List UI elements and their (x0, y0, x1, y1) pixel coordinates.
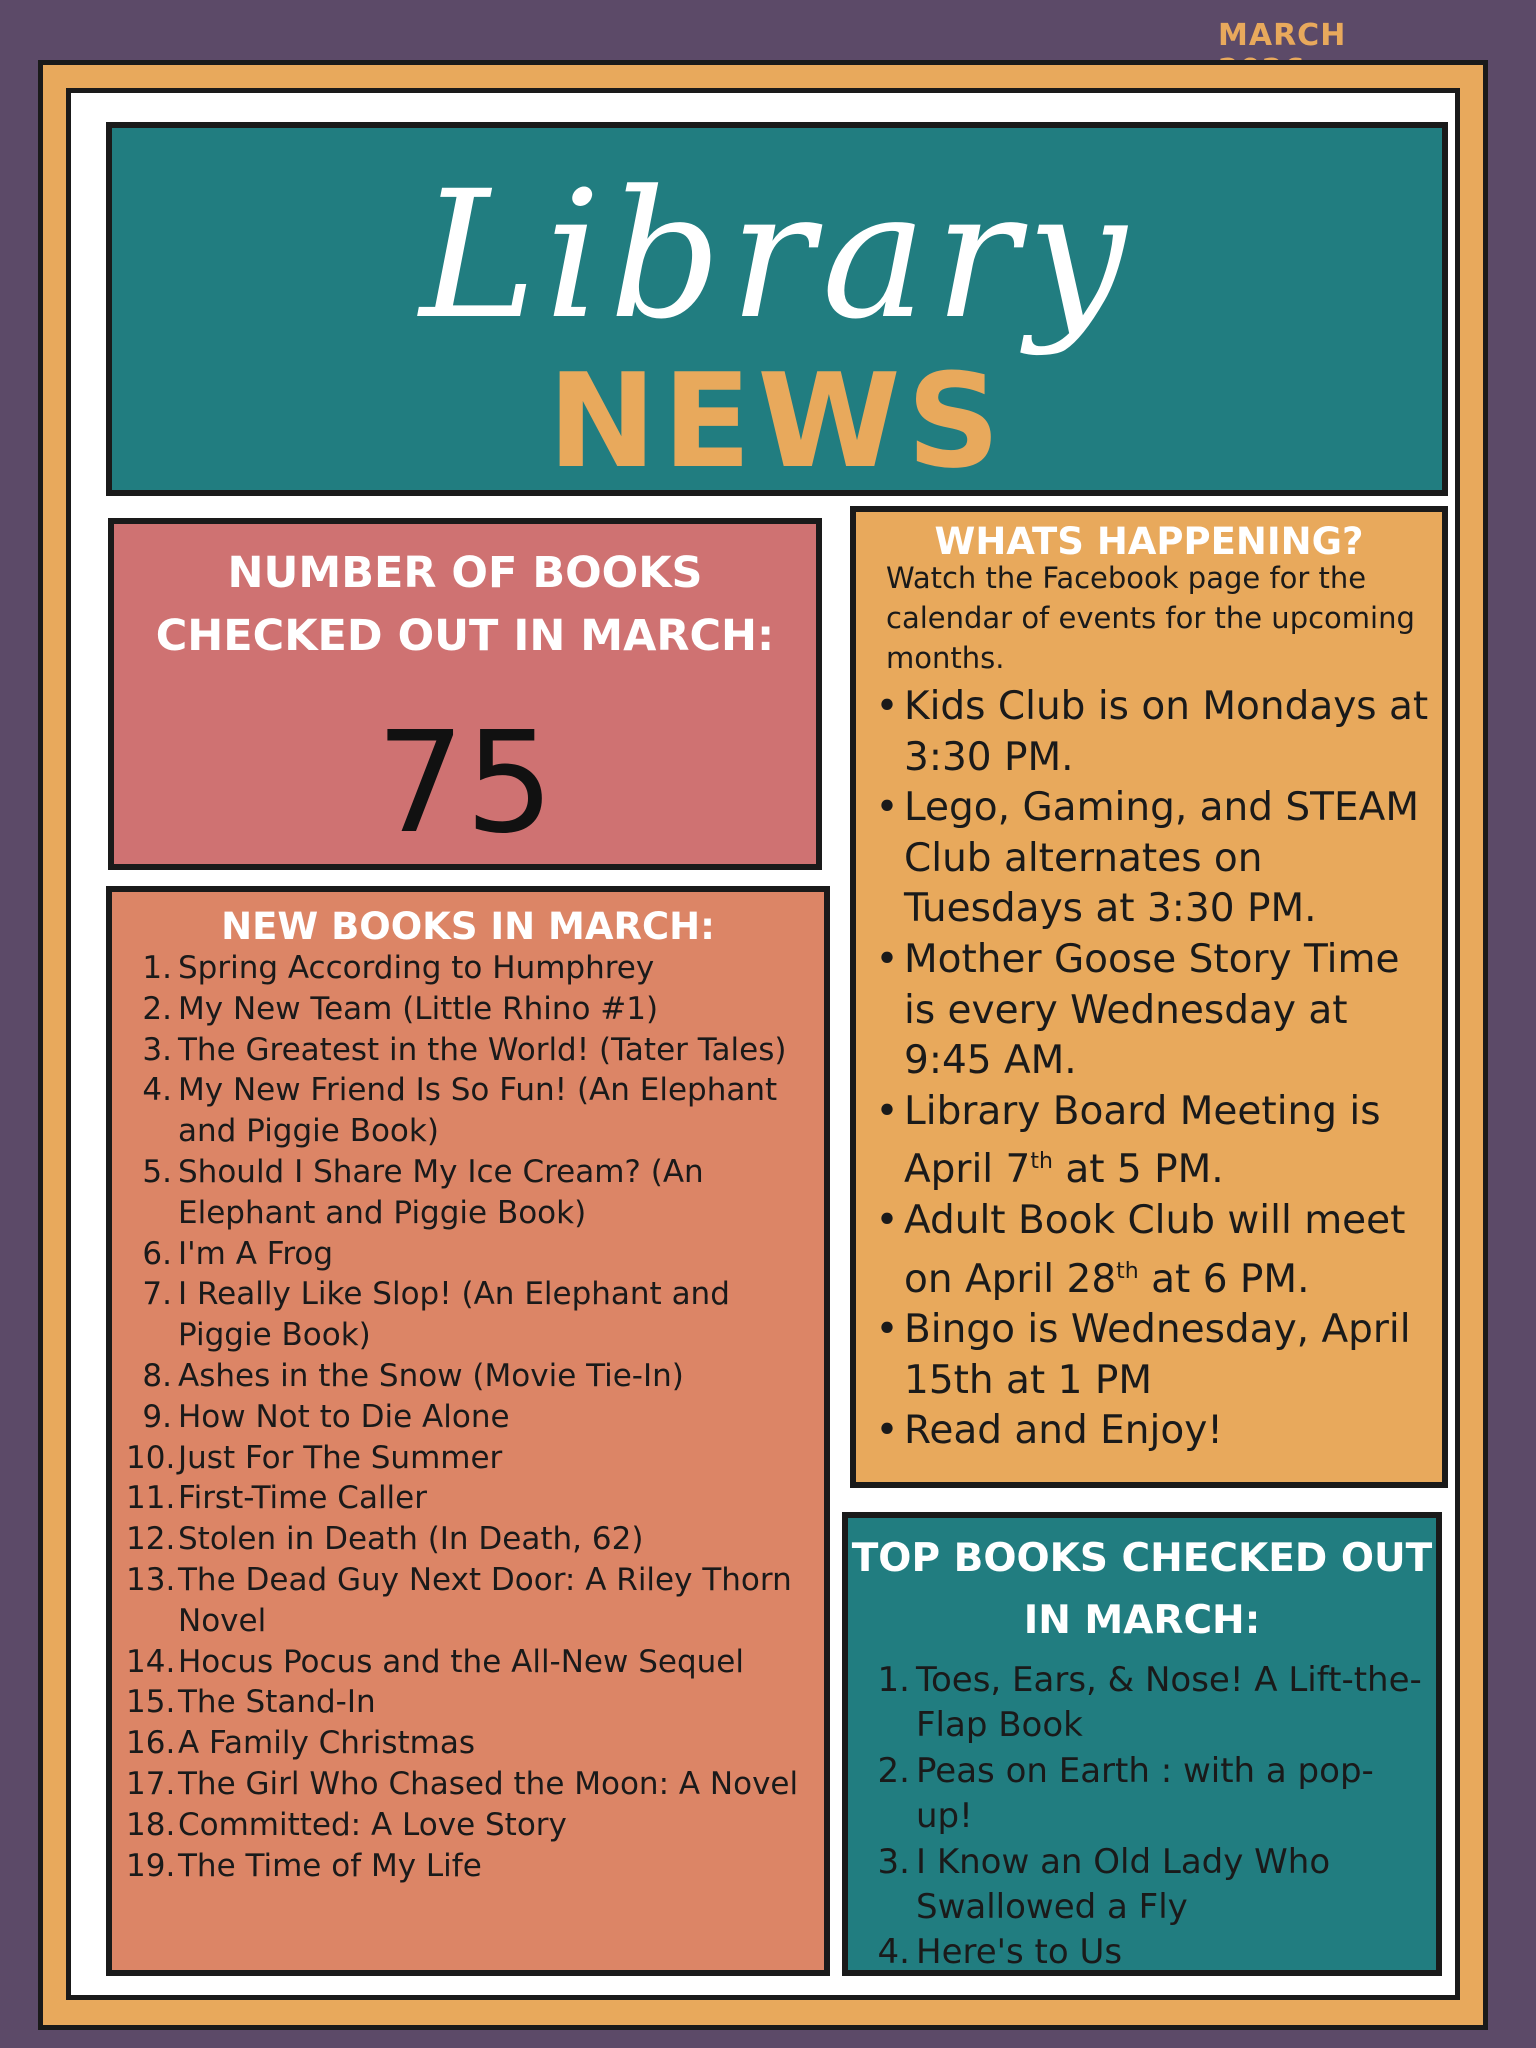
date-label: MARCH (1218, 18, 1347, 53)
item-number: 2. (142, 990, 172, 1027)
list-item (126, 1152, 814, 1234)
item-number: 18. (126, 1806, 176, 1843)
item-number: 9. (142, 1398, 172, 1435)
bullet-icon: • (875, 1408, 899, 1454)
list-item (868, 1658, 1422, 1749)
list-item (126, 1274, 814, 1356)
title-library: Library (419, 153, 1135, 358)
book-title: How Not to Die Alone (178, 1398, 510, 1435)
event-text: Read and Enjoy! (904, 1408, 1223, 1454)
item-number: 19. (126, 1847, 176, 1884)
newsletter-header (106, 122, 1448, 496)
event-item (870, 1087, 1430, 1196)
book-title: Stolen in Death (In Death, 62) (178, 1521, 644, 1558)
list-item (126, 1764, 814, 1805)
book-title: A Family Christmas (178, 1725, 475, 1762)
event-text-end: at 6 PM. (1138, 1256, 1310, 1302)
item-number: 8. (142, 1357, 172, 1394)
list-item (868, 1840, 1422, 1931)
book-title: Ashes in the Snow (Movie Tie-In) (178, 1357, 684, 1394)
bullet-icon: • (875, 684, 899, 729)
item-number: 4. (142, 1072, 172, 1109)
list-item (126, 1356, 814, 1397)
list-item (126, 1478, 814, 1519)
item-number: 15. (126, 1684, 176, 1721)
whats-happening-intro: Watch the Facebook page for the calendar of events for the upcoming months. (886, 561, 1415, 675)
list-item (126, 1642, 814, 1683)
event-item (870, 935, 1430, 1087)
list-item (126, 1234, 814, 1275)
event-text: Adult Book Club will meet on April 28 (904, 1197, 1406, 1302)
bullet-icon: • (875, 1197, 899, 1243)
list-item (126, 1030, 814, 1071)
book-title: I Really Like Slop! (An Elephant and Piggie Book) (178, 1276, 730, 1354)
event-item (870, 682, 1430, 783)
list-item (126, 1070, 814, 1152)
list-item (126, 1560, 814, 1642)
item-number: 12. (126, 1521, 176, 1558)
item-number: 3. (142, 1031, 172, 1068)
event-item (870, 1196, 1430, 1305)
ordinal-suffix: th (1030, 1149, 1053, 1175)
item-number: 10. (126, 1439, 176, 1476)
checked-out-title: NUMBER OF BOOKS CHECKED OUT IN MARCH: (155, 548, 775, 661)
book-title: Toes, Ears, & Nose! A Lift-the-Flap Book (916, 1660, 1422, 1746)
list-item (126, 989, 814, 1030)
whats-happening-panel (850, 506, 1448, 1488)
event-text: Kids Club is on Mondays at 3:30 PM. (904, 684, 1429, 780)
list-item (868, 1749, 1422, 1840)
event-text: Library Board Meeting is April 7 (904, 1088, 1381, 1193)
event-item (870, 1406, 1430, 1457)
book-title: The Stand-In (178, 1684, 376, 1721)
book-title: First-Time Caller (178, 1480, 427, 1517)
ordinal-suffix: th (1116, 1258, 1139, 1284)
list-item (126, 1805, 814, 1846)
list-item (126, 948, 814, 989)
book-title: The Dead Guy Next Door: A Riley Thorn Novel (178, 1561, 792, 1639)
book-title: Should I Share My Ice Cream? (An Elephant and Piggie Book) (178, 1153, 704, 1231)
event-item (870, 783, 1430, 935)
list-item (126, 1723, 814, 1764)
book-title: The Greatest in the World! (Tater Tales) (178, 1031, 787, 1068)
book-title: My New Friend Is So Fun! (An Elephant and Piggie Book) (178, 1072, 778, 1150)
event-text: Bingo is Wednesday, April 15th at 1 PM (904, 1307, 1411, 1403)
item-number: 1. (142, 950, 172, 986)
item-number: 16. (126, 1725, 176, 1762)
bullet-icon: • (875, 785, 899, 831)
book-title: Spring According to Humphrey (178, 950, 655, 986)
top-books-title: TOP BOOKS CHECKED OUT IN MARCH: (851, 1536, 1433, 1643)
item-number: 5. (142, 1153, 172, 1190)
list-item (868, 1930, 1422, 1975)
event-text: Lego, Gaming, and STEAM Club alternates on Tuesdays at 3:30 PM. (904, 785, 1419, 932)
new-books-list (126, 948, 814, 1886)
top-books-list (868, 1658, 1422, 1976)
title-news: NEWS (547, 345, 1007, 497)
book-title: Peas on Earth : with a pop-up! (916, 1750, 1374, 1837)
list-item (126, 1397, 814, 1438)
item-number: 7. (142, 1276, 172, 1313)
event-text-end: at 5 PM. (1052, 1147, 1224, 1193)
list-item (126, 1682, 814, 1723)
book-title: Here's to Us (916, 1932, 1123, 1973)
checked-out-count: 75 (375, 702, 555, 865)
event-text: Mother Goose Story Time is every Wednesday at 9:45 AM. (904, 936, 1400, 1084)
item-number: 17. (126, 1765, 176, 1802)
book-title: Just For The Summer (178, 1439, 503, 1476)
top-books-panel (842, 1512, 1442, 1976)
item-number: 4. (877, 1932, 910, 1973)
book-title: The Time of My Life (178, 1847, 482, 1884)
book-title: The Girl Who Chased the Moon: A Novel (178, 1765, 799, 1802)
list-item (126, 1519, 814, 1560)
whats-happening-title: WHATS HAPPENING? (934, 520, 1364, 563)
checked-out-count-panel (108, 518, 822, 870)
item-number: 1. (877, 1660, 910, 1700)
item-number: 6. (142, 1235, 172, 1272)
bullet-icon: • (875, 936, 899, 982)
events-list (870, 682, 1430, 1457)
item-number: 13. (126, 1561, 176, 1598)
bullet-icon: • (875, 1307, 899, 1353)
book-title: I'm A Frog (178, 1235, 334, 1272)
book-title: Hocus Pocus and the All-New Sequel (178, 1643, 744, 1680)
book-title: Committed: A Love Story (178, 1806, 567, 1843)
bullet-icon: • (875, 1088, 899, 1134)
item-number: 2. (877, 1750, 910, 1791)
new-books-title: NEW BOOKS IN MARCH: (221, 905, 715, 948)
item-number: 3. (877, 1841, 910, 1882)
book-title: My New Team (Little Rhino #1) (178, 990, 659, 1027)
item-number: 11. (126, 1480, 176, 1517)
book-title: I Know an Old Lady Who Swallowed a Fly (916, 1841, 1331, 1928)
new-books-panel (106, 886, 830, 1976)
event-item (870, 1305, 1430, 1406)
list-item (126, 1438, 814, 1479)
list-item (126, 1846, 814, 1887)
item-number: 14. (126, 1643, 176, 1680)
